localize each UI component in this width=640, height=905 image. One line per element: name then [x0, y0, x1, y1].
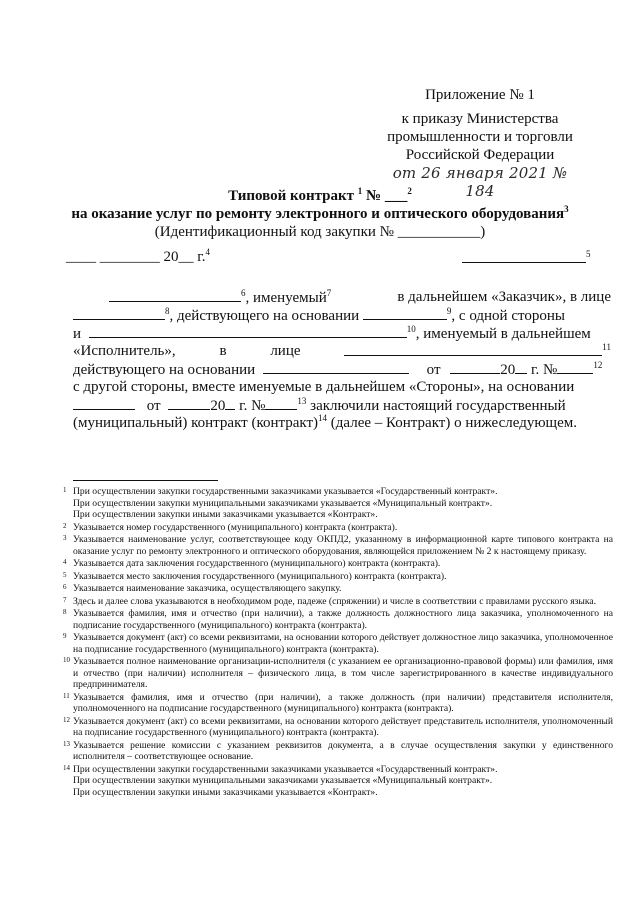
- footnote-2: 2 Указывается номер государственного (муниципального) контракта (контракта).: [63, 521, 398, 533]
- footnote-7: 7 Здесь и далее слова указываются в необходимом роде, падеже (спряжении) и числе в соответствии с правилами русского языка.: [63, 595, 597, 607]
- contract-place: 5: [462, 249, 591, 268]
- country-line: Российской Федерации: [405, 147, 555, 163]
- order-line: к приказу Министерства: [401, 111, 559, 127]
- footnote-1: 1 При осуществлении закупки государственными заказчиками указывается «Государственный контракт». При осуществлении закупки муниципальными заказчиками указывается «Муниципальный контракт». При осуществлении закупки иными заказчиками указывается «Контракт».: [63, 486, 498, 520]
- footnote-9: 9 Указывается документ (акт) со всеми реквизитами, на основании которого действует должностное лицо заказчика, уполномоченное на подписание государственного (муниципального) контракта (контракта).: [63, 632, 613, 655]
- appendix-label: Приложение № 1: [425, 87, 535, 103]
- footnote-14: 14 При осуществлении закупки государственными заказчиками указывается «Государственный контракт». При осуществлении закупки муниципальными заказчиками указывается «Муниципальный контракт». При осуществлении закупки иными заказчиками указывается «Контракт».: [63, 763, 498, 798]
- footnote-8: 8 Указывается фамилия, имя и отчество (при наличии), а также должность должностного лица заказчика, уполномоченного на подписание государственного (муниципального) контракта (контракта).: [63, 608, 613, 631]
- footnotes: [63, 486, 613, 799]
- footnote-divider: [73, 480, 218, 481]
- footnote-3: 3 Указывается наименование услуг, соответствующее коду ОКПД2, указанному в информационной карте типового контракта на оказание услуг по ремонту электронного и оптического оборудования, являющейся приложением № 2 к настоящему приказу.: [63, 534, 613, 557]
- approval-block: [380, 86, 580, 200]
- contract-subject: на оказание услуг по ремонту электронного и оптического оборудования$^3$: [71, 204, 569, 222]
- footnote-10: 10 Указывается полное наименование организации-исполнителя (с указанием ее организационно-правовой формы) или фамилия, имя и отчество (при наличии) исполнителя – физического лица, в том числе зарегистрированного в качестве индивидуального предпринимателя.: [63, 656, 613, 690]
- footnote-11: 11 Указывается фамилия, имя и отчество (при наличии), а также должность (при наличии) представителя исполнителя, уполномоченного на подписание государственного (муниципального) контракта (контракта).: [63, 691, 613, 714]
- document-page: Приложение № 1 к приказу Министерства промышленности и торговли Российской Федерации от 26 января 2021 № 184 Типовой контракт $^1$ № ___$^2$ на оказание услуг по ремонту электронного и оптического оборудования$^3$ (Идентификационный код закупки № ___________) ____ ________ 20__ г.$^4$ $^5$ $^6$, именуемый$^7$ в дальнейшем «Заказчик», в лице $^8$, действующего на основании $^9$, с одной стороны и $^{10}$, именуемый в дальнейшем «Исполнитель», в лице $^{11}$ действующего на основании от 20 г. № $^{12}$ с другой стороны, вместе именуемые в дальнейшем «Стороны», на основании от 20 г. № $^{13}$ заключили настоящий государственный (муниципальный) контракт (контракт)$^{14}$ (далее – Контракт) о нижеследующем. 1 При осуществлении закупки государственными заказчиками указывается «Государственный контракт». При осуществлении закупки муниципальными заказчиками указывается «Муниципальный контракт». При осуществлении закупки иными заказчиками указывается «Контракт». 2 Указывается номер государственного (муниципального) контракта (контракта). 3 Указывается наименование услуг, соответствующее коду ОКПД2, указанному в информационной карте типового контракта на оказание услуг по ремонту электронного и оптического оборудования, являющейся приложением № 2 к настоящему приказу. 4 Указывается дата заключения государственного (муниципального) контракта (контракта). 5 Указывается место заключения государственного (муниципального) контракта (контракта). 6 Указывается наименование заказчика, осуществляющего закупку. 7 Здесь и далее слова указываются в необходимом роде, падеже (спряжении) и числе в соответствии с правилами русского языка. 8 Указывается фамилия, имя и отчество (при наличии), а также должность должностного лица заказчика, уполномоченного на подписание государственного (муниципального) контракта (контракта). 9 Указывается документ (акт) со всеми реквизитами, на основании которого действует должностное лицо заказчика, уполномоченное на подписание государственного (муниципального) контракта (контракта). 10 Указывается полное наименование организации-исполнителя (с указанием ее организационно-правовой формы) или фамилия, имя и отчество (при наличии) исполнителя – физического лица, в том числе зарегистрированного в качестве индивидуального предпринимателя. 11 Указывается фамилия, имя и отчество (при наличии), а также должность (при наличии) представителя исполнителя, уполномоченного на подписание государственного (муниципального) контракта (контракта). 12 Указывается документ (акт) со всеми реквизитами, на основании которого действует представитель исполнителя, уполномоченный на подписание государственного (муниципального) контракта (контракта). 13 Указывается решение комиссии с указанием реквизитов документа, а в случае осуществления закупки у единственного исполнителя – соответствующее основание. 14 При осуществлении закупки государственными заказчиками указывается «Государственный контракт». При осуществлении закупки муниципальными заказчиками указывается «Муниципальный контракт». При осуществлении закупки иными заказчиками указывается «Контракт».: [0, 0, 640, 905]
- footnote-6: 6 Указывается наименование заказчика, осуществляющего закупку.: [63, 583, 342, 594]
- procurement-code: (Идентификационный код закупки № ___________): [154, 224, 486, 240]
- contract-title: Типовой контракт $^1$ № ___$^2$: [228, 186, 412, 204]
- footnote-12: 12 Указывается документ (акт) со всеми реквизитами, на основании которого действует представитель исполнителя, уполномоченный на подписание государственного (муниципального) контракта (контракта).: [63, 715, 613, 738]
- footnote-4: 4 Указывается дата заключения государственного (муниципального) контракта (контракта).: [63, 558, 441, 569]
- contract-date: ____ ________ 20__ г.$^4$: [66, 247, 210, 265]
- footnote-5: 5 Указывается место заключения государственного (муниципального) контракта (контракта).: [63, 570, 447, 582]
- handwritten-date-number: от 26 января 2021 № 184: [392, 164, 568, 200]
- footnote-13: 13 Указывается решение комиссии с указанием реквизитов документа, а в случае осуществления закупки у единственного исполнителя – соответствующее основание.: [63, 739, 613, 762]
- ministry-line: промышленности и торговли: [387, 129, 573, 145]
